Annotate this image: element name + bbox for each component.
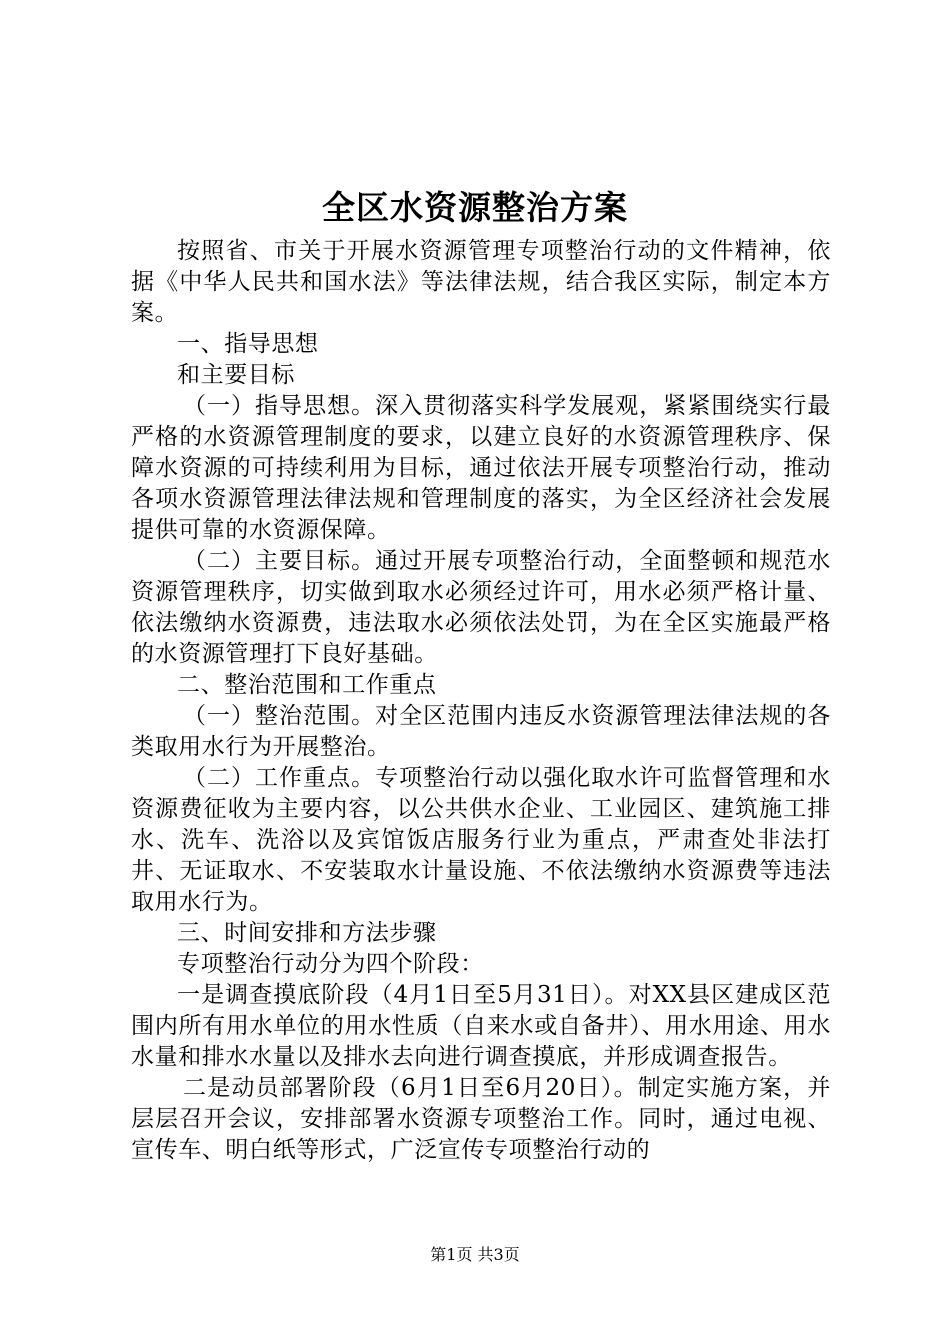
- paragraph: 一、指导思想: [177, 331, 319, 357]
- paragraph: （二）工作重点。专项整治行动以强化取水许可监督管理和水资源费征收为主要内容，以公共供水企业、工业园区、建筑施工排水、洗车、洗浴以及宾馆饭店服务行业为重点，严肃查处非法打井、无证取水、不安装取水计量设施、不依法缴纳水资源费等违法取用水行为。: [131, 765, 831, 915]
- paragraph: 专项整治行动分为四个阶段：: [177, 951, 484, 977]
- paragraph: 三、时间安排和方法步骤: [177, 920, 437, 946]
- paragraph: （一）指导思想。深入贯彻落实科学发展观，紧紧围绕实行最严格的水资源管理制度的要求，以建立良好的水资源管理秩序、保障水资源的可持续利用为目标，通过依法开展专项整治行动，推动各项水资源管理法律法规和管理制度的落实，为全区经济社会发展提供可靠的水资源保障。: [131, 393, 831, 543]
- document-body: [131, 236, 831, 1166]
- paragraph: 按照省、市关于开展水资源管理专项整治行动的文件精神，依据《中华人民共和国水法》等法律法规，结合我区实际，制定本方案。: [131, 238, 831, 326]
- document-title: 全区水资源整治方案: [322, 188, 628, 227]
- paragraph: 二是动员部署阶段（6月1日至6月20日）。制定实施方案，并层层召开会议，安排部署水资源专项整治工作。同时，通过电视、宣传车、明白纸等形式，广泛宣传专项整治行动的: [131, 1075, 831, 1163]
- paragraph: 和主要目标: [177, 362, 295, 388]
- paragraph: （二）主要目标。通过开展专项整治行动，全面整顿和规范水资源管理秩序，切实做到取水必须经过许可，用水必须严格计量、依法缴纳水资源费，违法取水必须依法处罚，为在全区实施最严格的水资源管理打下良好基础。: [131, 548, 831, 667]
- paragraph: 二、整治范围和工作重点: [177, 672, 437, 698]
- paragraph: （一）整治范围。对全区范围内违反水资源管理法律法规的各类取用水行为开展整治。: [131, 703, 831, 760]
- page-footer: 第1页 共3页: [430, 1245, 520, 1264]
- paragraph: 一是调查摸底阶段（4月1日至5月31日）。对XX县区建成区范围内所有用水单位的用水性质（自来水或自备井）、用水用途、用水水量和排水水量以及排水去向进行调查摸底，并形成调查报告。: [131, 982, 831, 1070]
